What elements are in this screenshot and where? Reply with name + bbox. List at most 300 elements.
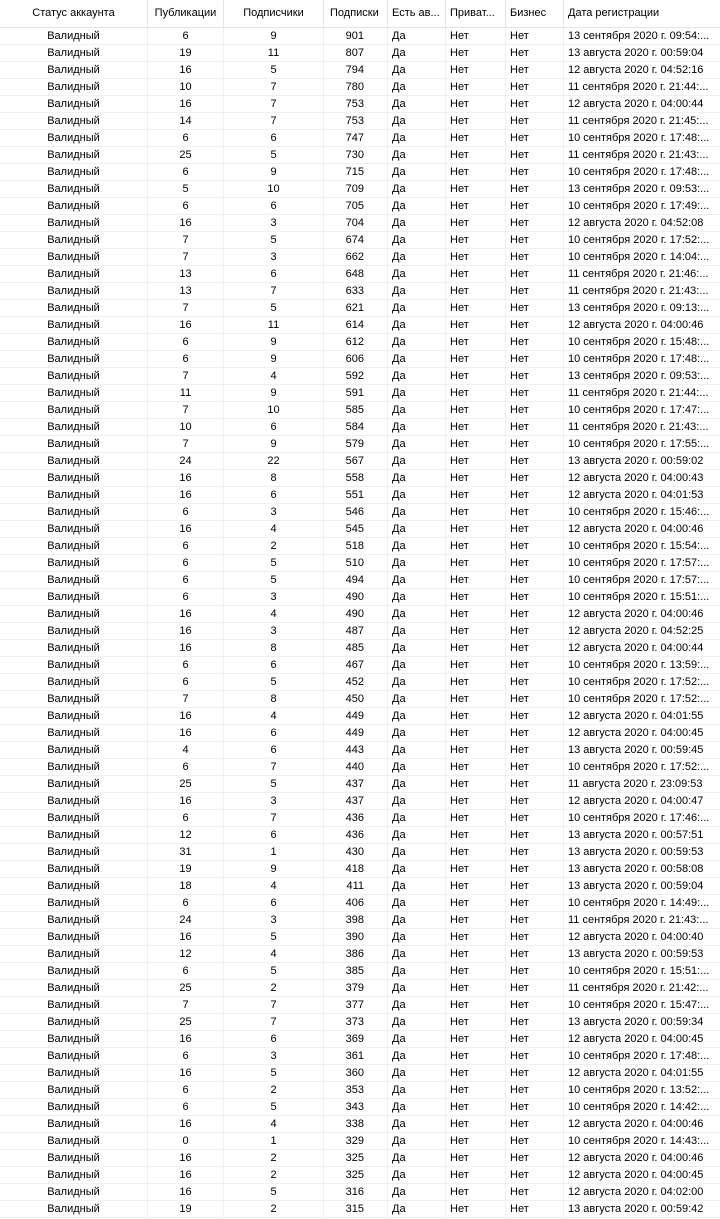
has-avatar-cell[interactable]: Да: [388, 181, 446, 198]
posts-cell[interactable]: 24: [148, 453, 224, 470]
table-row[interactable]: [0, 742, 720, 759]
business-cell[interactable]: Нет: [506, 980, 564, 997]
posts-cell[interactable]: 14: [148, 113, 224, 130]
table-row[interactable]: [0, 130, 720, 147]
followers-cell[interactable]: 3: [224, 249, 324, 266]
table-row[interactable]: [0, 844, 720, 861]
private-cell[interactable]: Нет: [446, 895, 506, 912]
private-cell[interactable]: Нет: [446, 1048, 506, 1065]
has-avatar-cell[interactable]: Да: [388, 878, 446, 895]
following-cell[interactable]: 452: [324, 674, 388, 691]
registration-date-cell[interactable]: 12 августа 2020 г. 04:00:47: [568, 795, 704, 807]
has-avatar-cell[interactable]: Да: [388, 572, 446, 589]
following-cell[interactable]: 440: [324, 759, 388, 776]
private-cell[interactable]: Нет: [446, 436, 506, 453]
following-cell[interactable]: 450: [324, 691, 388, 708]
posts-cell[interactable]: 16: [148, 793, 224, 810]
table-row[interactable]: [0, 181, 720, 198]
following-cell[interactable]: 558: [324, 470, 388, 487]
following-cell[interactable]: 436: [324, 810, 388, 827]
posts-cell[interactable]: 16: [148, 708, 224, 725]
following-cell[interactable]: 360: [324, 1065, 388, 1082]
posts-cell[interactable]: 19: [148, 1201, 224, 1218]
has-avatar-cell[interactable]: Да: [388, 997, 446, 1014]
business-cell[interactable]: Нет: [506, 232, 564, 249]
following-cell[interactable]: 546: [324, 504, 388, 521]
private-cell[interactable]: Нет: [446, 164, 506, 181]
has-avatar-cell[interactable]: Да: [388, 453, 446, 470]
followers-cell[interactable]: 10: [224, 402, 324, 419]
business-cell[interactable]: Нет: [506, 691, 564, 708]
posts-cell[interactable]: 16: [148, 725, 224, 742]
has-avatar-cell[interactable]: Да: [388, 419, 446, 436]
following-cell[interactable]: 592: [324, 368, 388, 385]
posts-cell[interactable]: 6: [148, 810, 224, 827]
private-cell[interactable]: Нет: [446, 623, 506, 640]
followers-cell[interactable]: 5: [224, 62, 324, 79]
posts-cell[interactable]: 16: [148, 606, 224, 623]
status-cell[interactable]: Валидный: [0, 827, 148, 844]
registration-date-cell[interactable]: 10 сентября 2020 г. 14:04:...: [568, 251, 710, 263]
following-cell[interactable]: 545: [324, 521, 388, 538]
business-cell[interactable]: Нет: [506, 164, 564, 181]
has-avatar-cell[interactable]: Да: [388, 317, 446, 334]
has-avatar-cell[interactable]: Да: [388, 232, 446, 249]
registration-date-cell[interactable]: 11 сентября 2020 г. 21:43:...: [568, 914, 709, 926]
status-cell[interactable]: Валидный: [0, 776, 148, 793]
following-cell[interactable]: 369: [324, 1031, 388, 1048]
status-cell[interactable]: Валидный: [0, 504, 148, 521]
table-row[interactable]: [0, 1150, 720, 1167]
has-avatar-cell[interactable]: Да: [388, 1150, 446, 1167]
following-cell[interactable]: 430: [324, 844, 388, 861]
following-cell[interactable]: 343: [324, 1099, 388, 1116]
table-row[interactable]: [0, 572, 720, 589]
following-cell[interactable]: 338: [324, 1116, 388, 1133]
private-cell[interactable]: Нет: [446, 1065, 506, 1082]
table-row[interactable]: [0, 793, 720, 810]
private-cell[interactable]: Нет: [446, 725, 506, 742]
status-cell[interactable]: Валидный: [0, 963, 148, 980]
status-cell[interactable]: Валидный: [0, 691, 148, 708]
private-cell[interactable]: Нет: [446, 1150, 506, 1167]
has-avatar-cell[interactable]: Да: [388, 725, 446, 742]
following-cell[interactable]: 443: [324, 742, 388, 759]
followers-cell[interactable]: 4: [224, 1116, 324, 1133]
private-cell[interactable]: Нет: [446, 555, 506, 572]
registration-date-cell[interactable]: 10 сентября 2020 г. 15:51:...: [568, 965, 710, 977]
followers-cell[interactable]: 5: [224, 572, 324, 589]
following-cell[interactable]: 390: [324, 929, 388, 946]
private-cell[interactable]: Нет: [446, 198, 506, 215]
registration-date-cell[interactable]: 10 сентября 2020 г. 17:55:...: [568, 438, 710, 450]
business-cell[interactable]: Нет: [506, 1150, 564, 1167]
business-cell[interactable]: Нет: [506, 878, 564, 895]
following-cell[interactable]: 490: [324, 589, 388, 606]
business-cell[interactable]: Нет: [506, 623, 564, 640]
has-avatar-cell[interactable]: Да: [388, 1133, 446, 1150]
business-cell[interactable]: Нет: [506, 861, 564, 878]
posts-cell[interactable]: 16: [148, 215, 224, 232]
has-avatar-cell[interactable]: Да: [388, 113, 446, 130]
has-avatar-cell[interactable]: Да: [388, 1048, 446, 1065]
following-cell[interactable]: 780: [324, 79, 388, 96]
posts-cell[interactable]: 16: [148, 1116, 224, 1133]
followers-cell[interactable]: 5: [224, 147, 324, 164]
business-cell[interactable]: Нет: [506, 1099, 564, 1116]
registration-date-cell[interactable]: 10 сентября 2020 г. 17:52:...: [568, 234, 710, 246]
has-avatar-cell[interactable]: Да: [388, 334, 446, 351]
following-cell[interactable]: 361: [324, 1048, 388, 1065]
registration-date-cell[interactable]: 10 сентября 2020 г. 15:47:...: [568, 999, 710, 1011]
private-cell[interactable]: Нет: [446, 1133, 506, 1150]
table-row[interactable]: [0, 113, 720, 130]
posts-cell[interactable]: 16: [148, 96, 224, 113]
table-row[interactable]: [0, 1099, 720, 1116]
followers-cell[interactable]: 1: [224, 844, 324, 861]
private-cell[interactable]: Нет: [446, 1184, 506, 1201]
has-avatar-cell[interactable]: Да: [388, 793, 446, 810]
table-row[interactable]: [0, 1116, 720, 1133]
business-cell[interactable]: Нет: [506, 198, 564, 215]
has-avatar-cell[interactable]: Да: [388, 215, 446, 232]
status-cell[interactable]: Валидный: [0, 334, 148, 351]
table-row[interactable]: [0, 402, 720, 419]
status-cell[interactable]: Валидный: [0, 402, 148, 419]
posts-cell[interactable]: 5: [148, 181, 224, 198]
table-row[interactable]: [0, 997, 720, 1014]
private-cell[interactable]: Нет: [446, 980, 506, 997]
followers-cell[interactable]: 10: [224, 181, 324, 198]
table-row[interactable]: [0, 504, 720, 521]
has-avatar-cell[interactable]: Да: [388, 487, 446, 504]
table-row[interactable]: [0, 385, 720, 402]
business-cell[interactable]: Нет: [506, 708, 564, 725]
posts-cell[interactable]: 16: [148, 1031, 224, 1048]
followers-cell[interactable]: 2: [224, 1150, 324, 1167]
followers-cell[interactable]: 4: [224, 521, 324, 538]
business-cell[interactable]: Нет: [506, 351, 564, 368]
posts-cell[interactable]: 13: [148, 266, 224, 283]
private-cell[interactable]: Нет: [446, 742, 506, 759]
followers-cell[interactable]: 6: [224, 657, 324, 674]
has-avatar-cell[interactable]: Да: [388, 929, 446, 946]
followers-cell[interactable]: 2: [224, 1167, 324, 1184]
private-cell[interactable]: Нет: [446, 453, 506, 470]
business-cell[interactable]: Нет: [506, 1133, 564, 1150]
table-row[interactable]: [0, 317, 720, 334]
posts-cell[interactable]: 25: [148, 147, 224, 164]
followers-cell[interactable]: 6: [224, 266, 324, 283]
business-cell[interactable]: Нет: [506, 113, 564, 130]
has-avatar-cell[interactable]: Да: [388, 810, 446, 827]
posts-cell[interactable]: 19: [148, 861, 224, 878]
following-cell[interactable]: 386: [324, 946, 388, 963]
business-cell[interactable]: Нет: [506, 674, 564, 691]
posts-cell[interactable]: 25: [148, 980, 224, 997]
posts-cell[interactable]: 7: [148, 300, 224, 317]
business-cell[interactable]: Нет: [506, 470, 564, 487]
status-cell[interactable]: Валидный: [0, 198, 148, 215]
posts-cell[interactable]: 6: [148, 759, 224, 776]
registration-date-cell[interactable]: 10 сентября 2020 г. 17:48:...: [568, 353, 710, 365]
registration-date-cell[interactable]: 12 августа 2020 г. 04:00:43: [568, 472, 704, 484]
registration-date-cell[interactable]: 13 сентября 2020 г. 09:54:...: [568, 30, 710, 42]
followers-cell[interactable]: 7: [224, 810, 324, 827]
table-row[interactable]: [0, 62, 720, 79]
table-row[interactable]: [0, 946, 720, 963]
table-row[interactable]: [0, 164, 720, 181]
registration-date-cell[interactable]: 11 сентября 2020 г. 21:45:...: [568, 115, 709, 127]
private-cell[interactable]: Нет: [446, 929, 506, 946]
followers-cell[interactable]: 6: [224, 419, 324, 436]
business-cell[interactable]: Нет: [506, 130, 564, 147]
following-cell[interactable]: 715: [324, 164, 388, 181]
registration-date-cell[interactable]: 13 августа 2020 г. 00:59:04: [568, 47, 704, 59]
has-avatar-cell[interactable]: Да: [388, 521, 446, 538]
followers-cell[interactable]: 8: [224, 470, 324, 487]
registration-date-cell[interactable]: 12 августа 2020 г. 04:00:45: [568, 727, 704, 739]
followers-cell[interactable]: 5: [224, 232, 324, 249]
table-row[interactable]: [0, 623, 720, 640]
table-row[interactable]: [0, 538, 720, 555]
posts-cell[interactable]: 7: [148, 691, 224, 708]
status-cell[interactable]: Валидный: [0, 283, 148, 300]
status-cell[interactable]: Валидный: [0, 572, 148, 589]
posts-cell[interactable]: 6: [148, 198, 224, 215]
table-row[interactable]: [0, 453, 720, 470]
has-avatar-cell[interactable]: Да: [388, 538, 446, 555]
status-cell[interactable]: Валидный: [0, 436, 148, 453]
following-cell[interactable]: 373: [324, 1014, 388, 1031]
registration-date-cell[interactable]: 13 сентября 2020 г. 09:53:...: [568, 370, 710, 382]
has-avatar-cell[interactable]: Да: [388, 946, 446, 963]
posts-cell[interactable]: 6: [148, 28, 224, 45]
business-cell[interactable]: Нет: [506, 1201, 564, 1218]
private-cell[interactable]: Нет: [446, 963, 506, 980]
business-cell[interactable]: Нет: [506, 759, 564, 776]
followers-cell[interactable]: 7: [224, 79, 324, 96]
registration-date-cell[interactable]: 12 августа 2020 г. 04:00:45: [568, 1033, 704, 1045]
has-avatar-cell[interactable]: Да: [388, 385, 446, 402]
following-cell[interactable]: 591: [324, 385, 388, 402]
business-cell[interactable]: Нет: [506, 249, 564, 266]
status-cell[interactable]: Валидный: [0, 538, 148, 555]
followers-cell[interactable]: 6: [224, 742, 324, 759]
followers-cell[interactable]: 3: [224, 504, 324, 521]
following-cell[interactable]: 730: [324, 147, 388, 164]
has-avatar-cell[interactable]: Да: [388, 368, 446, 385]
followers-cell[interactable]: 3: [224, 589, 324, 606]
followers-cell[interactable]: 22: [224, 453, 324, 470]
table-row[interactable]: [0, 351, 720, 368]
private-cell[interactable]: Нет: [446, 759, 506, 776]
following-cell[interactable]: 449: [324, 725, 388, 742]
posts-cell[interactable]: 6: [148, 555, 224, 572]
has-avatar-cell[interactable]: Да: [388, 62, 446, 79]
posts-cell[interactable]: 11: [148, 385, 224, 402]
status-cell[interactable]: Валидный: [0, 249, 148, 266]
posts-cell[interactable]: 6: [148, 589, 224, 606]
table-row[interactable]: [0, 266, 720, 283]
table-row[interactable]: [0, 79, 720, 96]
business-cell[interactable]: Нет: [506, 997, 564, 1014]
followers-cell[interactable]: 6: [224, 198, 324, 215]
status-cell[interactable]: Валидный: [0, 895, 148, 912]
private-cell[interactable]: Нет: [446, 844, 506, 861]
registration-date-cell[interactable]: 10 сентября 2020 г. 14:43:...: [568, 1135, 710, 1147]
status-cell[interactable]: Валидный: [0, 657, 148, 674]
status-cell[interactable]: Валидный: [0, 1082, 148, 1099]
posts-cell[interactable]: 16: [148, 1184, 224, 1201]
has-avatar-cell[interactable]: Да: [388, 1099, 446, 1116]
followers-cell[interactable]: 6: [224, 725, 324, 742]
private-cell[interactable]: Нет: [446, 521, 506, 538]
business-cell[interactable]: Нет: [506, 929, 564, 946]
column-header-followers[interactable]: Подписчики: [224, 0, 324, 27]
posts-cell[interactable]: 16: [148, 487, 224, 504]
has-avatar-cell[interactable]: Да: [388, 912, 446, 929]
private-cell[interactable]: Нет: [446, 283, 506, 300]
following-cell[interactable]: 406: [324, 895, 388, 912]
registration-date-cell[interactable]: 12 августа 2020 г. 04:52:16: [568, 64, 704, 76]
following-cell[interactable]: 436: [324, 827, 388, 844]
column-header-private[interactable]: Приват...: [446, 0, 506, 27]
following-cell[interactable]: 377: [324, 997, 388, 1014]
business-cell[interactable]: Нет: [506, 844, 564, 861]
has-avatar-cell[interactable]: Да: [388, 266, 446, 283]
table-row[interactable]: [0, 725, 720, 742]
following-cell[interactable]: 325: [324, 1167, 388, 1184]
business-cell[interactable]: Нет: [506, 572, 564, 589]
followers-cell[interactable]: 5: [224, 1099, 324, 1116]
business-cell[interactable]: Нет: [506, 657, 564, 674]
column-header-registration-date[interactable]: Дата регистрации: [568, 7, 660, 19]
followers-cell[interactable]: 4: [224, 878, 324, 895]
private-cell[interactable]: Нет: [446, 1082, 506, 1099]
posts-cell[interactable]: 12: [148, 946, 224, 963]
status-cell[interactable]: Валидный: [0, 1065, 148, 1082]
column-header-posts[interactable]: Публикации: [148, 0, 224, 27]
following-cell[interactable]: 510: [324, 555, 388, 572]
private-cell[interactable]: Нет: [446, 827, 506, 844]
followers-cell[interactable]: 7: [224, 113, 324, 130]
business-cell[interactable]: Нет: [506, 368, 564, 385]
posts-cell[interactable]: 6: [148, 130, 224, 147]
status-cell[interactable]: Валидный: [0, 1184, 148, 1201]
private-cell[interactable]: Нет: [446, 215, 506, 232]
business-cell[interactable]: Нет: [506, 453, 564, 470]
followers-cell[interactable]: 6: [224, 130, 324, 147]
status-cell[interactable]: Валидный: [0, 487, 148, 504]
table-row[interactable]: [0, 147, 720, 164]
posts-cell[interactable]: 24: [148, 912, 224, 929]
posts-cell[interactable]: 6: [148, 334, 224, 351]
business-cell[interactable]: Нет: [506, 334, 564, 351]
table-row[interactable]: [0, 1048, 720, 1065]
private-cell[interactable]: Нет: [446, 300, 506, 317]
private-cell[interactable]: Нет: [446, 674, 506, 691]
has-avatar-cell[interactable]: Да: [388, 436, 446, 453]
registration-date-cell[interactable]: 10 сентября 2020 г. 17:57:...: [568, 574, 710, 586]
status-cell[interactable]: Валидный: [0, 130, 148, 147]
private-cell[interactable]: Нет: [446, 912, 506, 929]
status-cell[interactable]: Валидный: [0, 232, 148, 249]
posts-cell[interactable]: 6: [148, 963, 224, 980]
business-cell[interactable]: Нет: [506, 419, 564, 436]
registration-date-cell[interactable]: 12 августа 2020 г. 04:00:46: [568, 1118, 704, 1130]
followers-cell[interactable]: 2: [224, 1082, 324, 1099]
private-cell[interactable]: Нет: [446, 708, 506, 725]
business-cell[interactable]: Нет: [506, 385, 564, 402]
has-avatar-cell[interactable]: Да: [388, 844, 446, 861]
private-cell[interactable]: Нет: [446, 1167, 506, 1184]
private-cell[interactable]: Нет: [446, 96, 506, 113]
following-cell[interactable]: 633: [324, 283, 388, 300]
followers-cell[interactable]: 5: [224, 1065, 324, 1082]
table-row[interactable]: [0, 691, 720, 708]
registration-date-cell[interactable]: 10 сентября 2020 г. 15:46:...: [568, 506, 710, 518]
private-cell[interactable]: Нет: [446, 79, 506, 96]
following-cell[interactable]: 551: [324, 487, 388, 504]
following-cell[interactable]: 385: [324, 963, 388, 980]
posts-cell[interactable]: 7: [148, 997, 224, 1014]
following-cell[interactable]: 325: [324, 1150, 388, 1167]
has-avatar-cell[interactable]: Да: [388, 249, 446, 266]
status-cell[interactable]: Валидный: [0, 470, 148, 487]
registration-date-cell[interactable]: 12 августа 2020 г. 04:01:55: [568, 1067, 704, 1079]
table-row[interactable]: [0, 232, 720, 249]
status-cell[interactable]: Валидный: [0, 317, 148, 334]
registration-date-cell[interactable]: 12 августа 2020 г. 04:01:55: [568, 710, 704, 722]
status-cell[interactable]: Валидный: [0, 725, 148, 742]
has-avatar-cell[interactable]: Да: [388, 402, 446, 419]
registration-date-cell[interactable]: 12 августа 2020 г. 04:01:53: [568, 489, 704, 501]
following-cell[interactable]: 621: [324, 300, 388, 317]
posts-cell[interactable]: 6: [148, 1082, 224, 1099]
posts-cell[interactable]: 19: [148, 45, 224, 62]
business-cell[interactable]: Нет: [506, 742, 564, 759]
table-row[interactable]: [0, 810, 720, 827]
has-avatar-cell[interactable]: Да: [388, 283, 446, 300]
followers-cell[interactable]: 5: [224, 1184, 324, 1201]
posts-cell[interactable]: 18: [148, 878, 224, 895]
private-cell[interactable]: Нет: [446, 946, 506, 963]
has-avatar-cell[interactable]: Да: [388, 45, 446, 62]
business-cell[interactable]: Нет: [506, 1184, 564, 1201]
followers-cell[interactable]: 9: [224, 28, 324, 45]
table-row[interactable]: [0, 1133, 720, 1150]
table-row[interactable]: [0, 300, 720, 317]
business-cell[interactable]: Нет: [506, 606, 564, 623]
registration-date-cell[interactable]: 10 сентября 2020 г. 17:52:...: [568, 676, 710, 688]
status-cell[interactable]: Валидный: [0, 1150, 148, 1167]
business-cell[interactable]: Нет: [506, 810, 564, 827]
posts-cell[interactable]: 16: [148, 470, 224, 487]
followers-cell[interactable]: 5: [224, 963, 324, 980]
followers-cell[interactable]: 8: [224, 691, 324, 708]
has-avatar-cell[interactable]: Да: [388, 589, 446, 606]
private-cell[interactable]: Нет: [446, 606, 506, 623]
has-avatar-cell[interactable]: Да: [388, 1201, 446, 1218]
followers-cell[interactable]: 7: [224, 759, 324, 776]
following-cell[interactable]: 411: [324, 878, 388, 895]
column-header-has-avatar[interactable]: Есть ав...: [388, 0, 446, 27]
registration-date-cell[interactable]: 12 августа 2020 г. 04:00:46: [568, 319, 704, 331]
has-avatar-cell[interactable]: Да: [388, 1082, 446, 1099]
registration-date-cell[interactable]: 13 августа 2020 г. 00:59:45: [568, 744, 704, 756]
posts-cell[interactable]: 16: [148, 1150, 224, 1167]
